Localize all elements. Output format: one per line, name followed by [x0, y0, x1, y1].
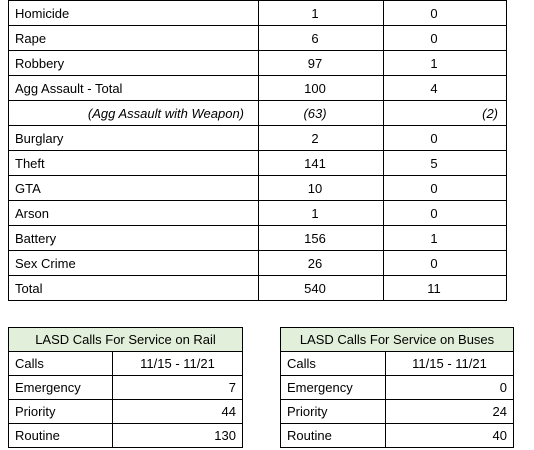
crime-count-cell: 141 — [259, 151, 384, 176]
table-row — [9, 251, 507, 276]
crime-count-cell: 2 — [259, 126, 384, 151]
call-type-cell: Routine — [281, 424, 386, 448]
crime-count-cell: 11 — [384, 276, 507, 301]
bus-calls-table — [280, 327, 514, 448]
table-row — [9, 176, 507, 201]
bus-calls-title: LASD Calls For Service on Buses — [281, 328, 514, 352]
crime-type-cell: Sex Crime — [9, 251, 259, 276]
table-row — [9, 51, 507, 76]
call-count-cell: 40 — [386, 424, 514, 448]
call-type-cell: Routine — [9, 424, 113, 448]
call-type-cell: Emergency — [9, 376, 113, 400]
date-range: 11/15 - 11/21 — [386, 352, 514, 376]
crime-type-cell: Burglary — [9, 126, 259, 151]
table-row — [9, 126, 507, 151]
crime-count-cell: 100 — [259, 76, 384, 101]
table-row — [281, 352, 514, 376]
call-count-cell: 0 — [386, 376, 514, 400]
table-row — [9, 1, 507, 26]
crime-count-cell: 4 — [384, 76, 507, 101]
crime-type-cell: Arson — [9, 201, 259, 226]
crime-count-cell: 26 — [259, 251, 384, 276]
table-row — [9, 226, 507, 251]
table-header-row — [9, 328, 243, 352]
crime-count-cell: 6 — [259, 26, 384, 51]
rail-calls-table — [8, 327, 243, 448]
table-row — [281, 376, 514, 400]
call-count-cell: 7 — [113, 376, 243, 400]
crime-type-cell: GTA — [9, 176, 259, 201]
crime-count-cell: 1 — [384, 51, 507, 76]
table-row — [9, 201, 507, 226]
date-range: 11/15 - 11/21 — [113, 352, 243, 376]
call-count-cell: 130 — [113, 424, 243, 448]
table-row — [9, 424, 243, 448]
table-row — [9, 101, 507, 126]
crime-count-cell: 156 — [259, 226, 384, 251]
calls-label: Calls — [281, 352, 386, 376]
table-row — [9, 26, 507, 51]
crime-count-cell: 0 — [384, 1, 507, 26]
crime-count-cell: 0 — [384, 26, 507, 51]
crime-count-cell: 1 — [259, 201, 384, 226]
call-count-cell: 24 — [386, 400, 514, 424]
crime-count-cell: 1 — [384, 226, 507, 251]
table-row — [9, 151, 507, 176]
crime-count-cell: 540 — [259, 276, 384, 301]
table-row — [9, 376, 243, 400]
call-type-cell: Emergency — [281, 376, 386, 400]
crime-type-cell: Homicide — [9, 1, 259, 26]
crime-count-cell: 1 — [259, 1, 384, 26]
crime-type-cell: Battery — [9, 226, 259, 251]
calls-label: Calls — [9, 352, 113, 376]
crime-type-cell: Total — [9, 276, 259, 301]
table-row — [281, 400, 514, 424]
table-row — [9, 76, 507, 101]
call-count-cell: 44 — [113, 400, 243, 424]
crime-count-cell: 0 — [384, 201, 507, 226]
crime-type-cell: Agg Assault - Total — [9, 76, 259, 101]
crime-count-cell: 0 — [384, 126, 507, 151]
rail-calls-title: LASD Calls For Service on Rail — [9, 328, 243, 352]
crime-count-cell: 0 — [384, 176, 507, 201]
crime-count-cell: 0 — [384, 251, 507, 276]
crime-count-cell: 5 — [384, 151, 507, 176]
crime-count-cell: (63) — [259, 101, 384, 126]
crime-count-cell: 97 — [259, 51, 384, 76]
table-row — [281, 424, 514, 448]
crime-count-cell: 10 — [259, 176, 384, 201]
call-type-cell: Priority — [281, 400, 386, 424]
crime-type-cell: Rape — [9, 26, 259, 51]
call-type-cell: Priority — [9, 400, 113, 424]
table-row — [9, 276, 507, 301]
table-row — [9, 352, 243, 376]
crime-count-cell: (2) — [384, 101, 507, 126]
table-row — [9, 400, 243, 424]
crime-type-cell: Robbery — [9, 51, 259, 76]
crime-stats-table — [8, 0, 507, 301]
crime-type-cell: (Agg Assault with Weapon) — [9, 101, 259, 126]
crime-type-cell: Theft — [9, 151, 259, 176]
table-header-row — [281, 328, 514, 352]
